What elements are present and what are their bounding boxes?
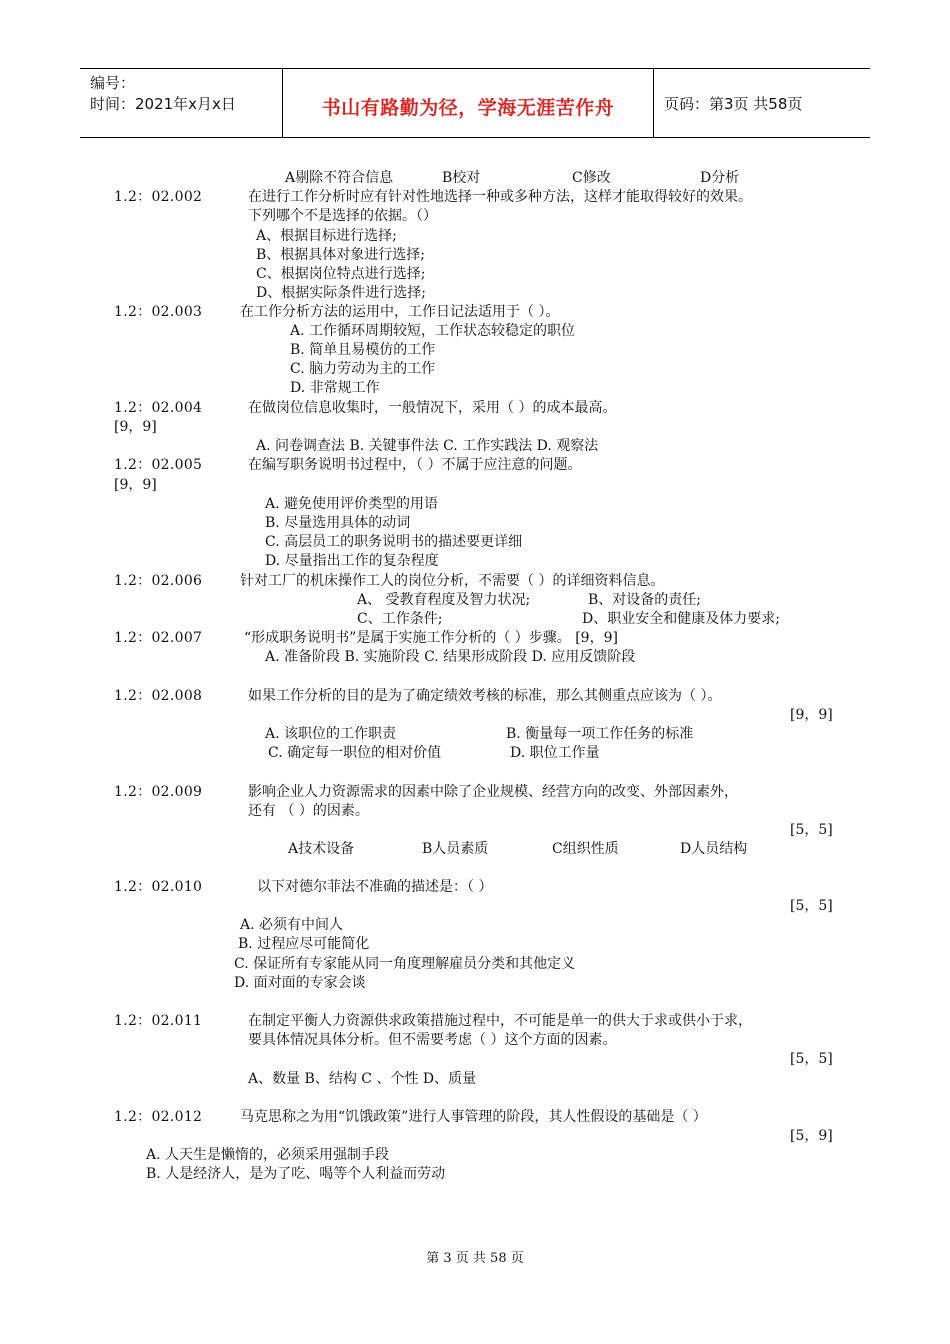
option-d: D. 职位工作量 xyxy=(510,745,600,761)
option-b: B. 人是经济人，是为了吃、喝等个人利益而劳动 xyxy=(146,1166,446,1182)
question-stem: 下列哪个不是选择的依据。（） xyxy=(248,208,437,224)
question-score: [9，9] xyxy=(114,419,157,435)
question-stem: 在编写职务说明书过程中，（ ）不属于应注意的问题。 xyxy=(248,457,582,473)
option-d: D人员结构 xyxy=(680,841,748,857)
question-code: 1.2：02.005 xyxy=(114,457,203,473)
option-b: B. 尽量选用具体的动词 xyxy=(265,515,411,531)
option-d: D. 尽量指出工作的复杂程度 xyxy=(265,553,439,569)
option-a: A. 必须有中间人 xyxy=(240,917,344,933)
question-code: 1.2：02.011 xyxy=(114,1013,203,1029)
option-b: B. 过程应尽可能简化 xyxy=(238,936,370,952)
option-a: A. 该职位的工作职责 xyxy=(265,726,397,742)
question-score: [5，9] xyxy=(790,1128,833,1144)
question-score: [9，9] xyxy=(114,477,157,493)
option-a: A. 工作循环周期较短，工作状态较稳定的职位 xyxy=(290,323,576,339)
question-code: 1.2：02.003 xyxy=(114,304,203,320)
option-c: C. 高层员工的职务说明书的描述要更详细 xyxy=(265,534,523,550)
document-date: 时间：2021年x月x日 xyxy=(90,95,236,113)
option-b: B、对设备的责任; xyxy=(588,592,702,608)
option-c: C修改 xyxy=(572,170,611,186)
option-d: D. 非常规工作 xyxy=(290,380,380,396)
option-c: C、根据岗位特点进行选择; xyxy=(256,266,426,282)
question-code: 1.2：02.010 xyxy=(114,879,203,895)
header-page-info: 页码：第3页 共58页 xyxy=(664,95,803,113)
question-stem: “形成职务说明书”是属于实施工作分析的（ ）步骤。 [9，9] xyxy=(244,630,618,646)
question-stem: 影响企业人力资源需求的因素中除了企业规模、经营方向的改变、外部因素外， xyxy=(248,784,738,800)
question-stem: 要具体情况具体分析。但不需要考虑（ ）这个方面的因素。 xyxy=(248,1032,617,1048)
header-right-cell xyxy=(654,69,870,137)
question-code: 1.2：02.004 xyxy=(114,400,203,416)
question-score: [9，9] xyxy=(790,707,833,723)
option-b: B. 衡量每一项工作任务的标准 xyxy=(506,726,694,742)
page-footer: 第 3 页 共 58 页 xyxy=(426,1251,524,1266)
options-line: A、数量 B、结构 C 、个性 D、质量 xyxy=(248,1071,477,1087)
option-c: C. 确定每一职位的相对价值 xyxy=(268,745,442,761)
header-middle-cell xyxy=(283,69,654,137)
option-d: D分析 xyxy=(700,170,740,186)
option-b: B、根据具体对象进行选择; xyxy=(256,247,426,263)
question-stem: 在进行工作分析时应有针对性地选择一种或多种方法，这样才能取得较好的效果。 xyxy=(248,189,752,205)
option-d: D. 面对面的专家会谈 xyxy=(234,975,366,991)
options-line: A. 准备阶段 B. 实施阶段 C. 结果形成阶段 D. 应用反馈阶段 xyxy=(265,649,636,665)
option-a: A. 避免使用评价类型的用语 xyxy=(265,496,439,512)
question-code: 1.2：02.009 xyxy=(114,784,203,800)
question-score: [5，5] xyxy=(790,1051,833,1067)
option-c: C. 脑力劳动为主的工作 xyxy=(290,361,436,377)
option-c: C. 保证所有专家能从同一角度理解雇员分类和其他定义 xyxy=(234,956,576,972)
question-score: [5，5] xyxy=(790,822,833,838)
option-d: D、职业安全和健康及体力要求; xyxy=(582,611,780,627)
question-stem: 在做岗位信息收集时，一般情况下，采用（ ）的成本最高。 xyxy=(248,400,617,416)
option-a: A技术设备 xyxy=(288,841,355,857)
document-number-label: 编号： xyxy=(90,74,136,92)
option-a: A、根据目标进行选择; xyxy=(256,228,397,244)
question-stem: 还有 （ ）的因素。 xyxy=(248,803,369,819)
header-left-cell xyxy=(80,69,283,137)
option-c: C组织性质 xyxy=(552,841,619,857)
option-a: A剔除不符合信息 xyxy=(285,170,394,186)
question-stem: 针对工厂的机床操作工人的岗位分析，不需要（ ）的详细资料信息。 xyxy=(240,573,665,589)
option-a: A、 受教育程度及智力状况; xyxy=(357,592,531,608)
question-code: 1.2：02.006 xyxy=(114,573,203,589)
question-stem: 如果工作分析的目的是为了确定绩效考核的标准，那么其侧重点应该为（ ）。 xyxy=(248,688,722,704)
question-stem: 在工作分析方法的运用中，工作日记法适用于（ ）。 xyxy=(240,304,560,320)
option-b: B. 简单且易模仿的工作 xyxy=(290,342,436,358)
header-motto: 书山有路勤为径，学海无涯苦作舟 xyxy=(321,97,615,119)
question-code: 1.2：02.008 xyxy=(114,688,203,704)
question-stem: 在制定平衡人力资源供求政策措施过程中，不可能是单一的供大于求或供小于求， xyxy=(248,1013,752,1029)
options-line: A. 问卷调查法 B. 关键事件法 C. 工作实践法 D. 观察法 xyxy=(256,438,599,454)
question-stem: 马克思称之为用“饥饿政策”进行人事管理的阶段，其人性假设的基础是（ ） xyxy=(240,1109,707,1125)
option-b: B校对 xyxy=(442,170,481,186)
question-code: 1.2：02.012 xyxy=(114,1109,203,1125)
option-b: B人员素质 xyxy=(422,841,489,857)
option-c: C、工作条件; xyxy=(357,611,443,627)
question-score: [5，5] xyxy=(790,898,833,914)
question-code: 1.2：02.002 xyxy=(114,189,203,205)
option-d: D、根据实际条件进行选择; xyxy=(256,285,426,301)
question-stem: 以下对德尔菲法不准确的描述是：（ ） xyxy=(257,879,493,895)
question-code: 1.2：02.007 xyxy=(114,630,203,646)
page-header xyxy=(80,68,870,138)
option-a: A. 人天生是懒惰的，必须采用强制手段 xyxy=(146,1147,390,1163)
